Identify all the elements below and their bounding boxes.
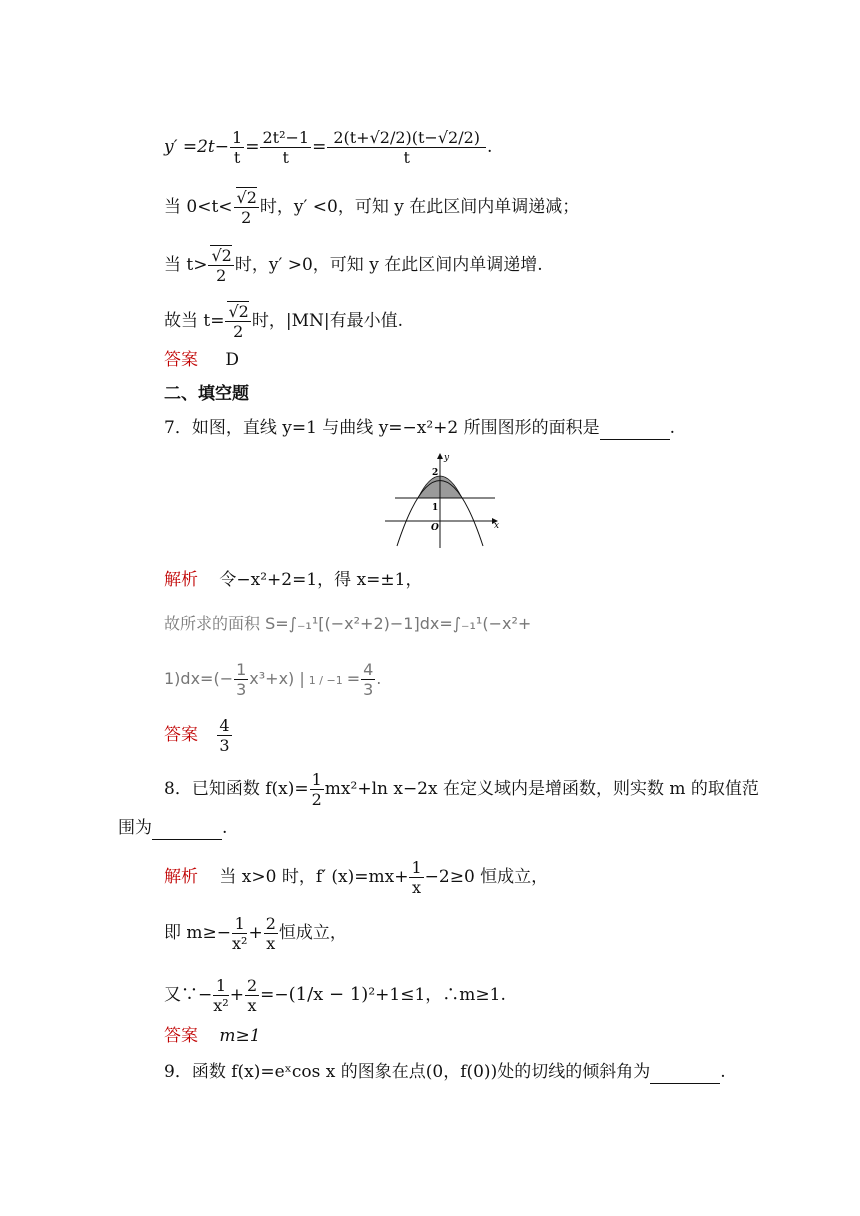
plus: +	[229, 985, 244, 1005]
derivative-line	[164, 128, 492, 167]
denominator: 2	[241, 208, 252, 227]
integral-limits: 1 / −1	[308, 674, 343, 687]
denominator: x²	[213, 996, 229, 1015]
section-title: 二、填空题	[164, 384, 249, 404]
parabola-figure	[385, 450, 515, 550]
answer-value: m≥1	[219, 1026, 261, 1046]
integral-part-a: 1)dx=(−	[164, 669, 234, 688]
solution-text: 当 x>0 时，f′ (x)=mx+	[219, 867, 409, 887]
denominator: 3	[236, 680, 247, 699]
case2-prefix: 当 t>	[164, 255, 208, 275]
solution-text: 又∵−	[164, 985, 213, 1005]
fraction-sqrt2-over-2	[234, 188, 259, 227]
answer-8	[164, 1024, 261, 1048]
conclusion-line	[164, 302, 403, 341]
sqrt2: √2	[211, 246, 232, 265]
fraction-sqrt2-over-2	[208, 246, 233, 285]
tick-2: 2	[432, 468, 439, 478]
fraction	[264, 914, 278, 953]
solution-7-line2: 故所求的面积 S=∫₋₁¹[(−x²+2)−1]dx=∫₋₁¹(−x²+	[164, 614, 532, 633]
question-7	[164, 416, 675, 440]
numerator: 4	[363, 660, 374, 679]
solution-label: 解析	[164, 570, 198, 590]
equals: =	[346, 669, 361, 688]
answer-label: 答案	[164, 725, 198, 745]
fraction	[230, 128, 244, 167]
denominator: 3	[363, 680, 374, 699]
solution-8-line1	[164, 858, 548, 897]
answer-blank	[152, 821, 222, 840]
answer-blank	[650, 1065, 720, 1084]
fraction	[232, 914, 247, 953]
equals: =	[312, 137, 327, 157]
fraction-one-third	[234, 660, 248, 699]
sqrt2: √2	[236, 188, 257, 207]
equals: =−	[260, 985, 289, 1005]
fraction	[245, 976, 259, 1015]
case1-prefix: 当 0<t<	[164, 197, 233, 217]
answer-fraction	[217, 716, 231, 755]
answer-label: 答案	[164, 1026, 198, 1046]
case1-line	[164, 188, 579, 227]
denominator: t	[282, 148, 289, 167]
denominator: t	[403, 148, 410, 167]
numerator: 1	[213, 976, 228, 996]
numerator: 4	[219, 716, 230, 735]
y-axis-label: y	[444, 453, 450, 463]
solution-text: ²+1≤1，∴m≥1.	[368, 985, 506, 1005]
denominator: x	[412, 878, 422, 897]
denominator: x	[266, 934, 276, 953]
denominator: 2	[216, 266, 227, 285]
fraction	[327, 128, 486, 167]
answer-label: 答案	[164, 350, 198, 370]
question-8-prefix: 8．已知函数 f(x)=	[164, 779, 309, 799]
fraction-half	[310, 770, 324, 809]
case1-suffix: 时，y′ <0，可知 y 在此区间内单调递减；	[259, 197, 580, 217]
solution-7-line1	[164, 568, 422, 592]
fraction	[409, 858, 423, 897]
numerator: 1	[232, 914, 247, 934]
period: .	[487, 137, 493, 157]
integral-part-b: x³+x) |	[249, 669, 305, 688]
equals: =	[245, 137, 260, 157]
numerator: 1	[311, 770, 322, 789]
answer-7	[164, 716, 233, 755]
solution-text: 即 m≥−	[164, 923, 232, 943]
denominator: 3	[219, 736, 230, 755]
origin-label: O	[431, 523, 439, 533]
question-7-text: 7．如图，直线 y=1 与曲线 y=−x²+2 所围图形的面积是	[164, 418, 600, 438]
denominator: t	[233, 148, 241, 167]
answer-blank	[600, 421, 670, 440]
fraction-result	[361, 660, 375, 699]
denominator: x	[247, 996, 257, 1015]
numerator: 2(t+√2/2)(t−√2/2)	[327, 128, 486, 148]
plus: +	[248, 923, 263, 943]
tick-1: 1	[432, 503, 439, 513]
denominator: 2	[311, 790, 322, 809]
solution-text: 恒成立，	[278, 923, 347, 943]
answer-value: D	[225, 350, 240, 370]
derivative-prefix: y′ =2t−	[164, 137, 230, 157]
fraction	[213, 976, 228, 1015]
numerator: 2t²−1	[262, 128, 310, 147]
question-9-text: 9．函数 f(x)=eˣcos x 的图象在点(0，f(0))处的切线的倾斜角为	[164, 1062, 651, 1082]
sqrt2: √2	[228, 302, 249, 321]
solution-7-line3: 1)dx=(− $\frac{1}{3}$ x³+x) | 1 / −1 = $\frac{4}{3}$ .	[164, 660, 382, 699]
answer-6	[164, 348, 239, 372]
numerator: 1	[236, 660, 247, 679]
numerator: 1	[411, 858, 422, 877]
case2-line	[164, 246, 543, 285]
solution-8-line2	[164, 914, 347, 953]
numerator: 1	[232, 128, 243, 147]
fraction	[260, 128, 311, 167]
question-8-line2	[118, 816, 227, 840]
case2-suffix: 时，y′ >0，可知 y 在此区间内单调递增.	[234, 255, 543, 275]
question-9	[164, 1060, 726, 1084]
denominator: 2	[233, 322, 244, 341]
question-8-line1	[164, 770, 759, 809]
numerator: 2	[246, 976, 258, 995]
question-8-text: 围为	[118, 818, 152, 838]
solution-text: −2≥0 恒成立，	[424, 867, 549, 887]
fraction-sqrt2-over-2	[225, 302, 250, 341]
numerator: 2	[265, 914, 276, 933]
conclusion-prefix: 故当 t=	[164, 311, 225, 331]
question-8-suffix: mx²+ln x−2x 在定义域内是增函数，则实数 m 的取值范	[324, 779, 759, 799]
parenthesized-term: (1/x − 1)	[288, 984, 369, 1005]
solution-label: 解析	[164, 867, 198, 887]
period: .	[222, 818, 228, 838]
period: .	[669, 418, 676, 438]
conclusion-suffix: 时，|MN|有最小值.	[251, 311, 403, 331]
solution-8-line3	[164, 976, 506, 1015]
period: .	[720, 1062, 726, 1082]
denominator: x²	[232, 934, 248, 953]
solution-text: 令−x²+2=1，得 x=±1，	[219, 570, 423, 590]
x-axis-label: x	[494, 521, 500, 531]
